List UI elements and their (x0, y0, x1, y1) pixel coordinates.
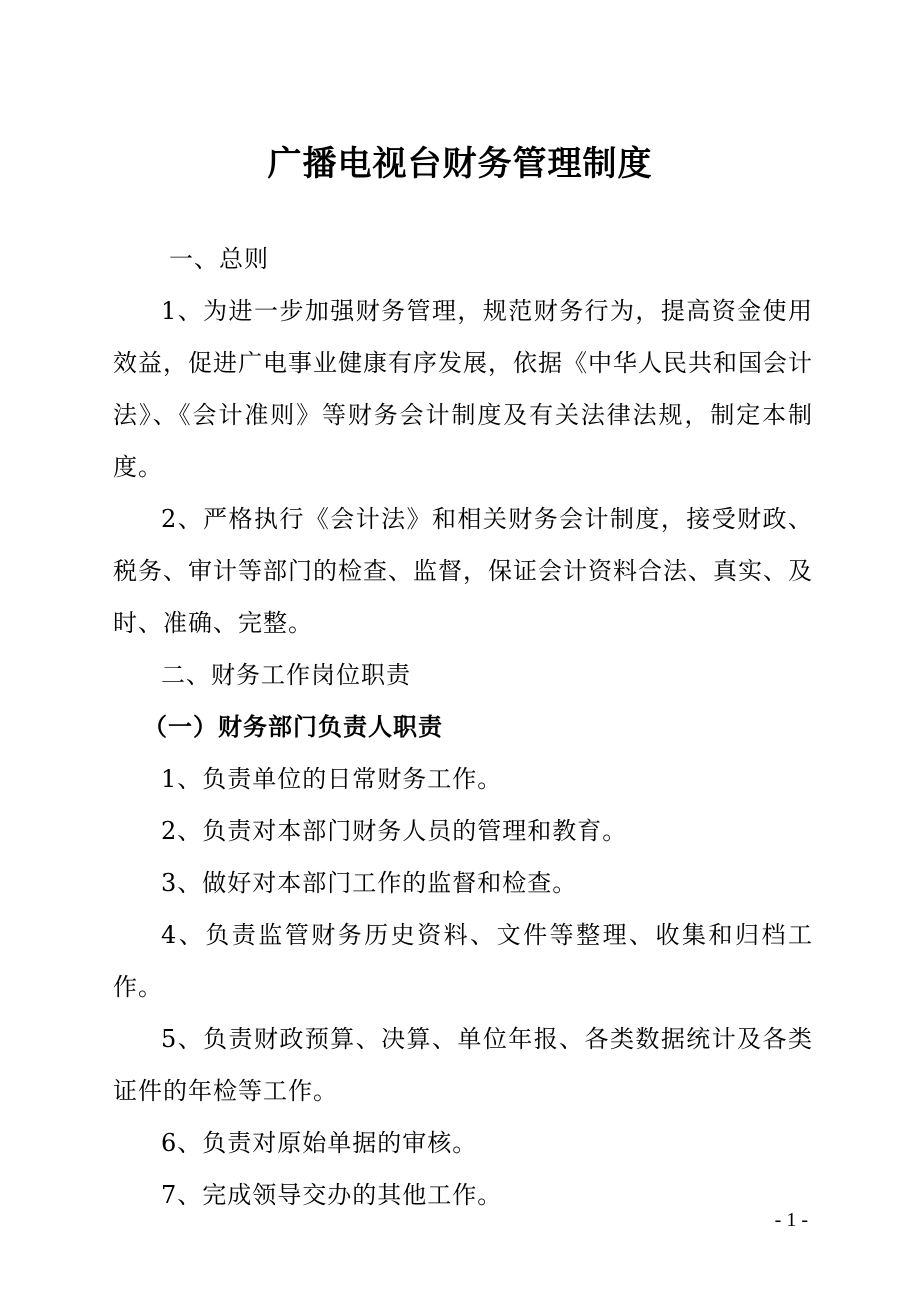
subsection-heading-finance-head: （一）财务部门负责人职责 (143, 712, 443, 741)
duty-item-1: 1、负责单位的日常财务工作。 (161, 765, 503, 793)
duty-item-6: 6、负责对原始单据的审核。 (161, 1129, 478, 1157)
section-heading-general: 一、总则 (169, 245, 269, 273)
general-item-2: 2、严格执行《会计法》和相关财务会计制度，接受财政、税务、审计等部门的检查、监督，保证会计资料合法、真实、及时、准确、完整。 (113, 505, 813, 637)
duty-item-4: 4、负责监管财务历史资料、文件等整理、收集和归档工作。 (113, 921, 813, 1001)
section-heading-duties: 二、财务工作岗位职责 (161, 661, 411, 689)
general-item-1: 1、为进一步加强财务管理，规范财务行为，提高资金使用效益，促进广电事业健康有序发展，依据《中华人民共和国会计法》、《会计准则》等财务会计制度及有关法律法规，制定本制度。 (113, 297, 813, 481)
duty-item-3: 3、做好对本部门工作的监督和检查。 (161, 869, 578, 897)
document-title: 广播电视台财务管理制度 (267, 144, 653, 184)
document-body (113, 233, 813, 1221)
duty-item-2: 2、负责对本部门财务人员的管理和教育。 (161, 817, 628, 845)
page-number: - 1 - (774, 1209, 808, 1231)
duty-item-7: 7、完成领导交办的其他工作。 (161, 1181, 503, 1209)
duty-item-5: 5、负责财政预算、决算、单位年报、各类数据统计及各类证件的年检等工作。 (113, 1025, 813, 1105)
